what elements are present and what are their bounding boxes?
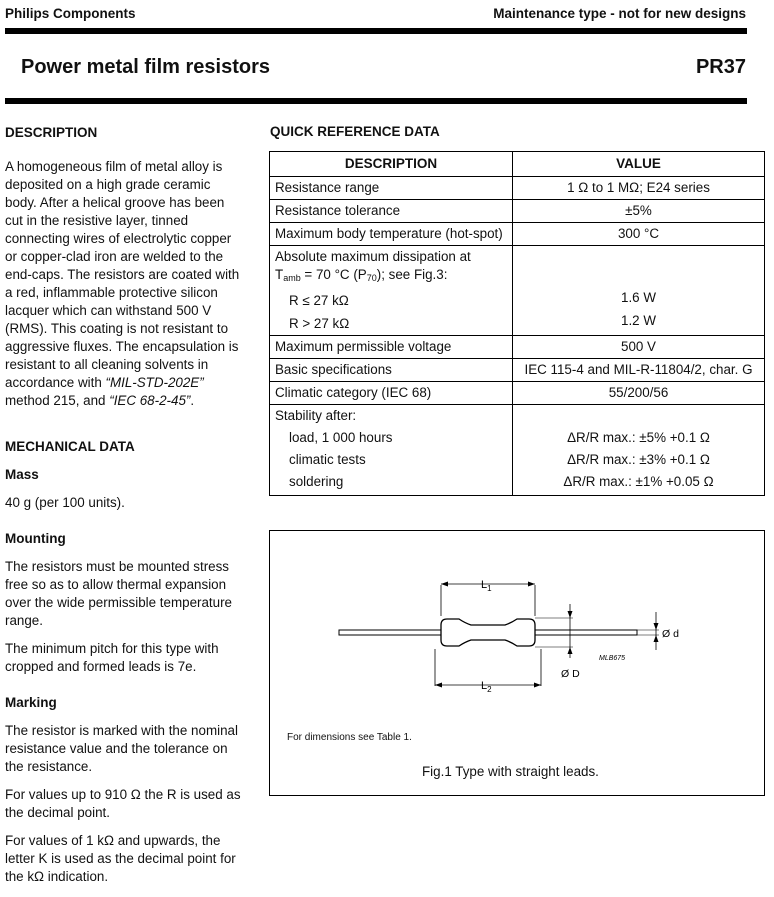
left-column	[5, 124, 245, 896]
dissipation-b: R > 27 kΩ	[289, 316, 350, 331]
row-label	[270, 405, 513, 496]
description-body-3: .	[190, 393, 195, 408]
col-value: VALUE	[513, 152, 765, 177]
col-description: DESCRIPTION	[270, 152, 513, 177]
marking-text-2: For values up to 910 Ω the R is used as the decimal point.	[5, 787, 241, 820]
row-label: Maximum permissible voltage	[270, 336, 513, 359]
table-row	[270, 177, 765, 200]
stability-a-value: ΔR/R max.: ±5% +0.1 Ω	[567, 430, 710, 445]
dissipation-b-value: 1.2 W	[621, 313, 656, 328]
l2-label: $L_2$	[481, 680, 492, 694]
row-label: Climatic category (IEC 68)	[270, 382, 513, 405]
resistor-body	[441, 619, 535, 646]
row-value: 300 °C	[513, 223, 765, 246]
right-lead	[533, 630, 637, 635]
header-rule	[5, 28, 747, 34]
resistor-drawing	[269, 530, 765, 730]
quick-reference-table	[269, 151, 765, 496]
row-label: Resistance range	[270, 177, 513, 200]
marking-text-3: For values of 1 kΩ and upwards, the letter K is used as the decimal point for the kΩ indication.	[5, 833, 236, 884]
row-value	[513, 246, 765, 336]
title-rule	[5, 98, 747, 104]
company-name: Philips Components	[5, 6, 136, 21]
mass-heading: Mass	[5, 467, 39, 482]
figure-caption: Fig.1 Type with straight leads.	[422, 764, 599, 779]
page-title: Power metal film resistors	[21, 56, 270, 78]
marking-heading: Marking	[5, 695, 57, 710]
dissipation-a-value: 1.6 W	[621, 290, 656, 305]
dissipation-line-2	[275, 266, 507, 287]
dia-d-label: Ø d	[662, 628, 679, 640]
stability-b: climatic tests	[289, 452, 366, 467]
description-heading: DESCRIPTION	[5, 125, 98, 140]
mass-text: 40 g (per 100 units).	[5, 495, 125, 510]
row-value: 500 V	[513, 336, 765, 359]
row-value: 1 Ω to 1 MΩ; E24 series	[513, 177, 765, 200]
product-code: PR37	[695, 56, 746, 78]
table-row	[270, 382, 765, 405]
qrd-heading: QUICK REFERENCE DATA	[270, 124, 440, 139]
t-sub: amb	[283, 273, 301, 283]
table-row	[270, 246, 765, 336]
mechanical-heading: MECHANICAL DATA	[5, 439, 135, 454]
table-row	[270, 359, 765, 382]
marking-text-1: The resistor is marked with the nominal resistance value and the tolerance on the resistance.	[5, 723, 238, 774]
row-label	[270, 246, 513, 336]
figure-note: For dimensions see Table 1.	[287, 732, 412, 743]
description-body-2: method 215, and	[5, 393, 110, 408]
dissipation-end: ); see Fig.3:	[376, 267, 448, 282]
std-mil: “MIL-STD-202E”	[105, 375, 204, 390]
table-row	[270, 200, 765, 223]
row-label: Maximum body temperature (hot-spot)	[270, 223, 513, 246]
dia-D-label: Ø D	[561, 668, 580, 680]
table-row	[270, 223, 765, 246]
maintenance-status: Maintenance type - not for new designs	[493, 6, 746, 21]
description-text	[5, 158, 245, 410]
table-row	[270, 336, 765, 359]
row-value: ±5%	[513, 200, 765, 223]
stability-c-value: ΔR/R max.: ±1% +0.05 Ω	[563, 474, 714, 489]
stability-b-value: ΔR/R max.: ±3% +0.1 Ω	[567, 452, 710, 467]
left-lead	[339, 630, 443, 635]
figure-code: MLB675	[599, 655, 626, 662]
stability-c: soldering	[289, 474, 344, 489]
row-label: Basic specifications	[270, 359, 513, 382]
p-sub: 70	[366, 273, 377, 283]
row-value: IEC 115-4 and MIL-R-11804/2, char. G	[513, 359, 765, 382]
dissipation-a: R ≤ 27 kΩ	[289, 293, 349, 308]
t-symbol: T	[275, 267, 284, 282]
mounting-text-1: The resistors must be mounted stress free so as to allow thermal expansion over the wide permissible temperature range.	[5, 559, 233, 628]
table-row	[270, 405, 765, 496]
l1-label: $L_1$	[481, 579, 492, 593]
std-iec: “IEC 68-2-45”	[109, 393, 191, 408]
stability-a: load, 1 000 hours	[289, 430, 393, 445]
row-value	[513, 405, 765, 496]
mounting-text-2: The minimum pitch for this type with cropped and formed leads is 7e.	[5, 641, 219, 674]
dissipation-mid: = 70 °C (P	[300, 267, 367, 282]
row-value: 55/200/56	[513, 382, 765, 405]
table-header-row	[270, 152, 765, 177]
dissipation-line-1: Absolute maximum dissipation at	[275, 249, 471, 264]
row-label: Resistance tolerance	[270, 200, 513, 223]
description-body-1: A homogeneous film of metal alloy is deposited on a high grade ceramic body. After a helical groove has been cut in the resistive layer, tinned connecting wires of electrolytic copper or copper-clad iron are welded to the end-caps. The resistors are coated with a red, inflammable protective silicon lacquer which can withstand 500 V (RMS). This coating is not resistant to aggressive fluxes. The encapsulation is resistant to all cleaning solvents in accordance with	[5, 159, 240, 390]
stability-label: Stability after:	[275, 408, 357, 423]
mounting-heading: Mounting	[5, 531, 66, 546]
